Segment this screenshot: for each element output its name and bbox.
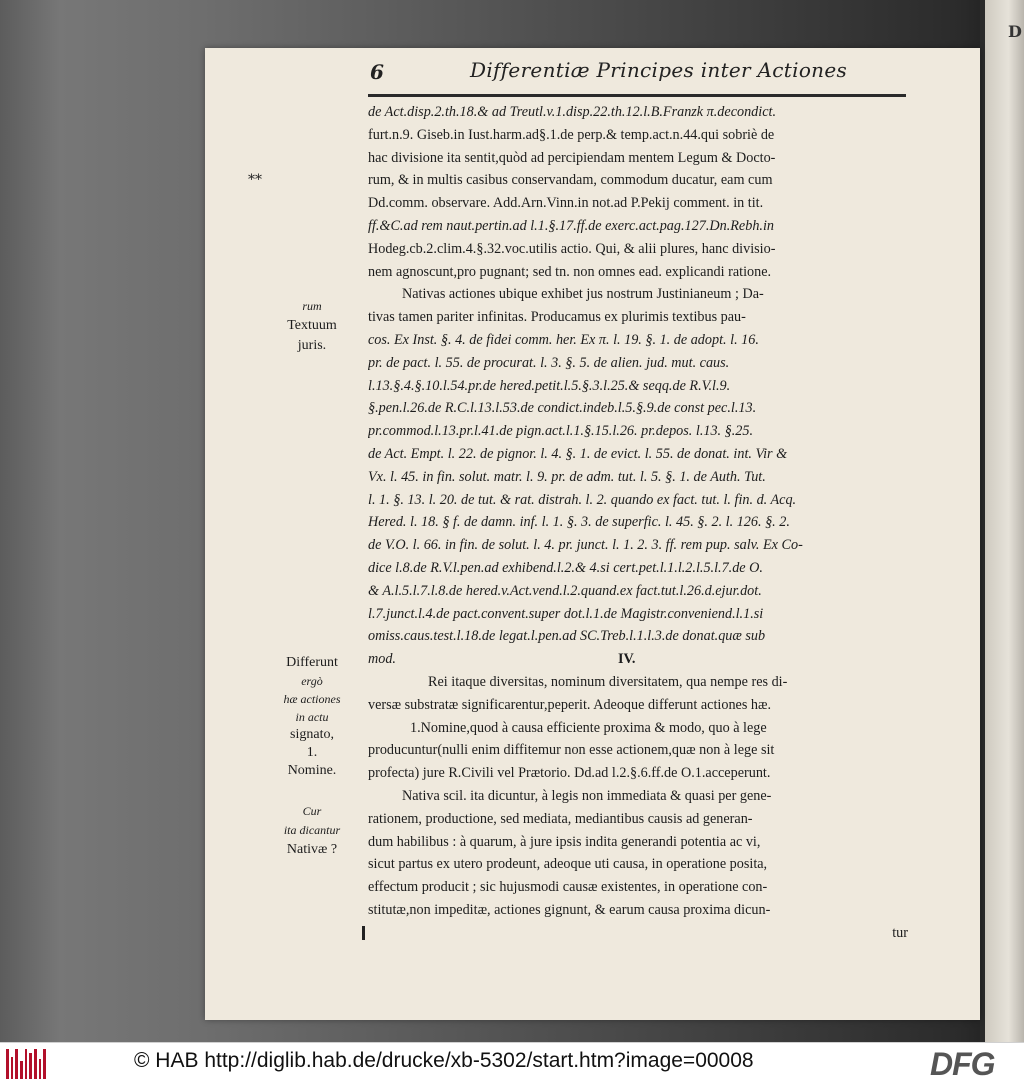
- text-line-with-heading: [368, 648, 908, 671]
- catchword: tur: [892, 924, 908, 941]
- text-line: l.13.§.4.§.10.l.54.pr.de hered.petit.l.5.§.3.l.25.& seqq.de R.V.l.9.: [368, 377, 731, 394]
- text-line: Hodeg.cb.2.clim.4.§.32.voc.utilis actio. Qui, & alii plures, hanc divisio-: [368, 240, 776, 257]
- margin-note-line: ergò: [301, 674, 323, 688]
- margin-note-differunt: [270, 654, 354, 780]
- margin-note-line: Nativæ ?: [286, 842, 338, 857]
- text-line: Hered. l. 18. § f. de damn. inf. l. 1. §. 3. de superfic. l. 45. §. 2. l. 126. §. 2.: [368, 514, 790, 531]
- copyright-url-link[interactable]: © HAB http://diglib.hab.de/drucke/xb-5302/start.htm?image=00008: [134, 1049, 754, 1072]
- margin-note-line: Cur: [302, 804, 322, 818]
- text-line: nem agnoscunt,pro pugnant; sed tn. non omnes ead. explicandi ratione.: [368, 263, 772, 280]
- main-text-block: [368, 101, 908, 944]
- text-line: l.7.junct.l.4.de pact.convent.super dot.l.1.de Magistr.conveniend.l.1.si: [368, 605, 764, 622]
- text-line: & A.l.5.l.7.l.8.de hered.v.Act.vend.l.2.quand.ex fact.tut.l.26.d.ejur.dot.: [368, 582, 762, 599]
- text-line: stitutæ,non impeditæ, actiones gignunt, & earum causa proxima dicun-: [368, 901, 771, 918]
- text-line: pr. de pact. l. 55. de procurat. l. 3. §. 5. de alien. jud. mut. caus.: [368, 354, 730, 371]
- text-line: 1.Nomine,quod à causa efficiente proxima & modo, quo à lege: [410, 719, 767, 736]
- text-line: rum, & in multis casibus conservandam, commodum ducatur, eam cum: [368, 172, 773, 189]
- text-line: tivas tamen pariter infinitas. Producamus ex plurimis textibus pau-: [368, 309, 746, 326]
- margin-note-line: Nomine.: [287, 763, 337, 778]
- text-line: cos. Ex Inst. §. 4. de fidei comm. her. Ex π. l. 19. §. 1. de adopt. l. 16.: [368, 331, 759, 348]
- margin-note-line: Textuum: [287, 318, 337, 333]
- text-line: ff.&C.ad rem naut.pertin.ad l.1.§.17.ff.de exerc.act.pag.127.Dn.Rebh.in: [368, 217, 774, 234]
- margin-note-line: signato,: [290, 727, 334, 742]
- text-line: hac divisione ita sentit,quòd ad percipiendam mentem Legum & Docto-: [368, 149, 776, 166]
- text-line: furt.n.9. Giseb.in Iust.harm.ad§.1.de perp.& temp.act.n.44.qui sobriè de: [368, 126, 775, 143]
- text-line: rationem, productione, sed mediata, mediantibus causis ad generan-: [368, 810, 753, 827]
- head-rule: [368, 94, 906, 97]
- margin-note-line: in actu: [295, 710, 329, 724]
- running-head: Differentiæ Principes inter Actiones: [470, 58, 848, 82]
- margin-note-line: hæ actiones: [283, 692, 341, 706]
- margin-note-line: rum: [302, 299, 322, 313]
- section-heading: IV.: [618, 651, 636, 668]
- margin-note-textuum: [272, 296, 352, 356]
- text-line: Nativas actiones ubique exhibet jus nostrum Justinianeum ; Da-: [402, 286, 764, 303]
- margin-note-line: 1.: [306, 745, 318, 760]
- text-line: dum habilibus : à quarum, à jure ipsis indita generandi potentia ac vi,: [368, 833, 761, 850]
- text-line: l. 1. §. 13. l. 20. de tut. & rat. distrah. l. 2. quando ex fact. tut. l. fin. d. Acq.: [368, 491, 797, 508]
- margin-note-line: ita dicantur: [283, 823, 341, 837]
- hab-barcode-icon: [6, 1049, 46, 1079]
- text-line: dice l.8.de R.V.l.pen.ad exhibend.l.2.& 4.si cert.pet.l.1.l.2.l.5.l.7.de O.: [368, 559, 763, 576]
- signature-mark: [362, 926, 365, 940]
- text-line: profecta) jure R.Civili vel Prætorio. Dd.ad l.2.§.6.ff.de O.1.acceperunt.: [368, 765, 771, 782]
- text-line: mod.: [368, 651, 396, 668]
- text-line: omiss.caus.test.l.18.de legat.l.pen.ad SC.Treb.l.1.l.3.de donat.quæ sub: [368, 628, 766, 645]
- edge-letter: D: [1008, 22, 1022, 41]
- text-line: de V.O. l. 66. in fin. de solut. l. 4. pr. junct. l. 1. 2. 3. ff. rem pup. salv. Ex Co-: [368, 537, 803, 554]
- text-line: Rei itaque diversitas, nominum diversitatem, qua nempe res di-: [428, 673, 788, 690]
- page-number: 6: [370, 60, 384, 84]
- text-line: versæ substratæ significarentur,peperit. Adeoque differunt actiones hæ.: [368, 696, 772, 713]
- text-line: effectum producit ; sic hujusmodi causæ existentes, in operatione con-: [368, 879, 768, 896]
- next-page-edge: [985, 0, 1024, 1042]
- text-line: pr.commod.l.13.pr.l.41.de pign.act.l.1.§.15.l.26. pr.depos. l.13. §.25.: [368, 423, 754, 440]
- margin-note-line: juris.: [297, 338, 327, 353]
- dfg-logo: DFG: [930, 1046, 995, 1082]
- text-line: Vx. l. 45. in fin. solut. matr. l. 9. pr. de adm. tut. l. 5. §. 1. de Auth. Tut.: [368, 468, 766, 485]
- text-line: producuntur(nulli enim diffitemur non esse actionem,quæ non à lege sit: [368, 742, 775, 759]
- text-line: sicut partus ex utero prodeunt, adeoque uti causa, in operatione posita,: [368, 856, 768, 873]
- text-line: Dd.comm. observare. Add.Arn.Vinn.in not.ad P.Pekij comment. in tit.: [368, 195, 764, 212]
- margin-note-line: Differunt: [286, 655, 338, 670]
- margin-note-cur: [264, 802, 360, 859]
- text-line: Nativa scil. ita dicuntur, à legis non immediata & quasi per gene-: [402, 787, 772, 804]
- text-line: de Act. Empt. l. 22. de pignor. l. 4. §. 1. de evict. l. 55. de donat. int. Vir &: [368, 445, 788, 462]
- text-line: de Act.disp.2.th.18.& ad Treutl.v.1.disp.22.th.12.l.B.Franzk π.decondict.: [368, 104, 776, 120]
- margin-star: **: [248, 172, 262, 188]
- text-line: §.pen.l.26.de R.C.l.13.l.53.de condict.indeb.l.5.§.9.de const pec.l.13.: [368, 400, 757, 417]
